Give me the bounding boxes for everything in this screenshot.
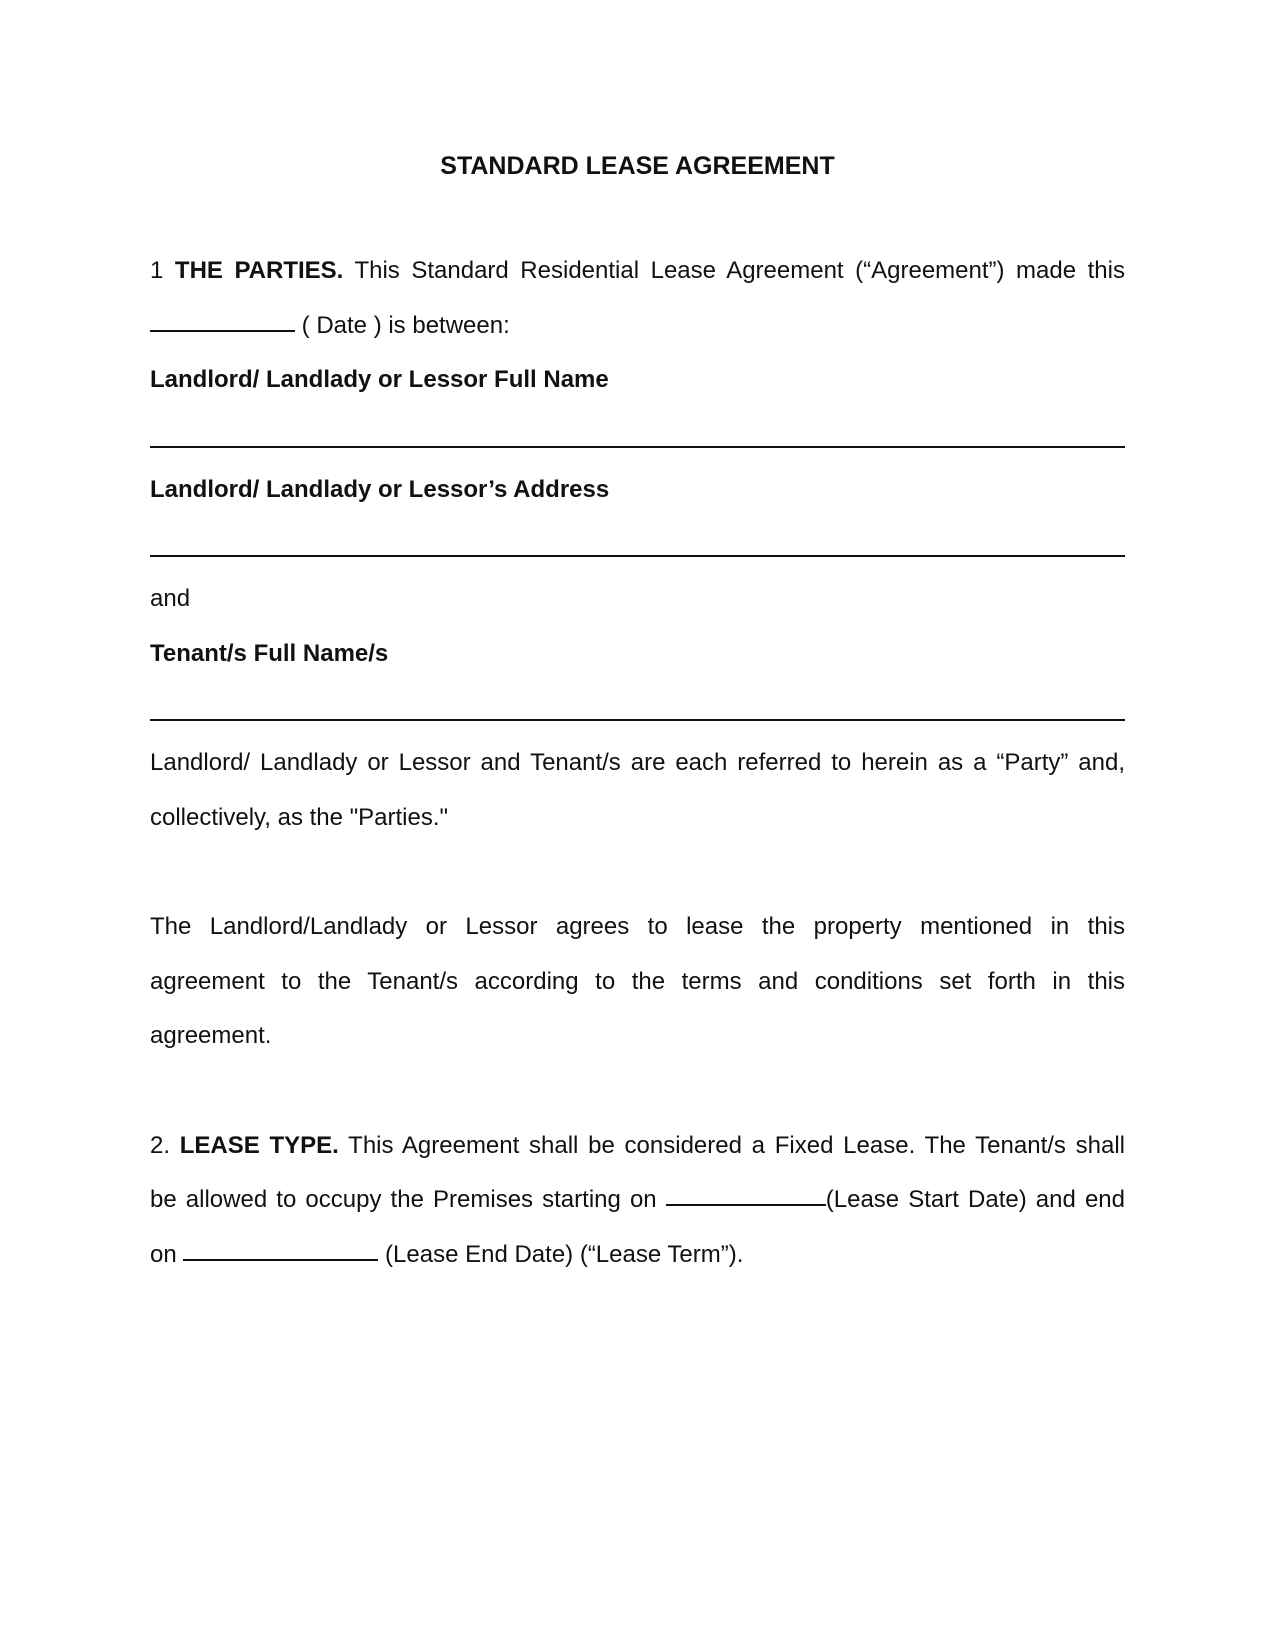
section1-intro-text: This Standard Residential Lease Agreement (“Agreement”) made this — [343, 257, 1125, 284]
date-caption: ( Date ) is between: — [295, 312, 510, 339]
section2-line3 — [150, 1226, 1125, 1283]
lease-end-date-blank[interactable] — [183, 1239, 378, 1261]
section1-intro-line — [150, 242, 1125, 299]
section1-heading: THE PARTIES. — [174, 257, 344, 284]
section1-number: 1 — [150, 257, 164, 284]
document-title: STANDARD LEASE AGREEMENT — [440, 152, 835, 180]
party-definition-line2: collectively, as the "Parties." — [150, 804, 449, 831]
landlord-name-label: Landlord/ Landlady or Lessor Full Name — [150, 366, 609, 393]
section2-line3-after: (Lease End Date) (“Lease Term”). — [378, 1241, 744, 1268]
landlord-name-blank[interactable] — [150, 446, 1125, 448]
lease-paragraph-line1: The Landlord/Landlady or Lessor agrees to lease the property mentioned in this — [150, 913, 1125, 940]
lease-start-date-blank[interactable] — [666, 1184, 826, 1206]
tenant-name-blank[interactable] — [150, 719, 1125, 721]
landlord-address-blank[interactable] — [150, 555, 1125, 557]
and-text: and — [150, 585, 191, 612]
lease-paragraph-line3: agreement. — [150, 1022, 272, 1049]
section2-line1-text: This Agreement shall be considered a Fixed Lease. The Tenant/s shall — [338, 1132, 1125, 1159]
section2-heading: LEASE TYPE. — [179, 1132, 339, 1159]
section2-line3-before: on — [150, 1241, 184, 1268]
section2-line2-before: be allowed to occupy the Premises starting on — [150, 1186, 666, 1213]
landlord-address-label: Landlord/ Landlady or Lessor’s Address — [150, 476, 610, 503]
date-line — [150, 297, 1125, 354]
date-blank[interactable] — [150, 310, 295, 332]
section2-line1 — [150, 1117, 1125, 1174]
section2-number: 2. — [150, 1132, 180, 1159]
section2-line2 — [150, 1171, 1125, 1228]
section2-line2-after: (Lease Start Date) and end — [825, 1186, 1126, 1213]
party-definition-line1: Landlord/ Landlady or Lessor and Tenant/s are each referred to herein as a “Party” and, — [150, 749, 1125, 776]
tenant-name-label: Tenant/s Full Name/s — [150, 640, 389, 667]
lease-paragraph-line2: agreement to the Tenant/s according to the terms and conditions set forth in this — [150, 968, 1125, 995]
